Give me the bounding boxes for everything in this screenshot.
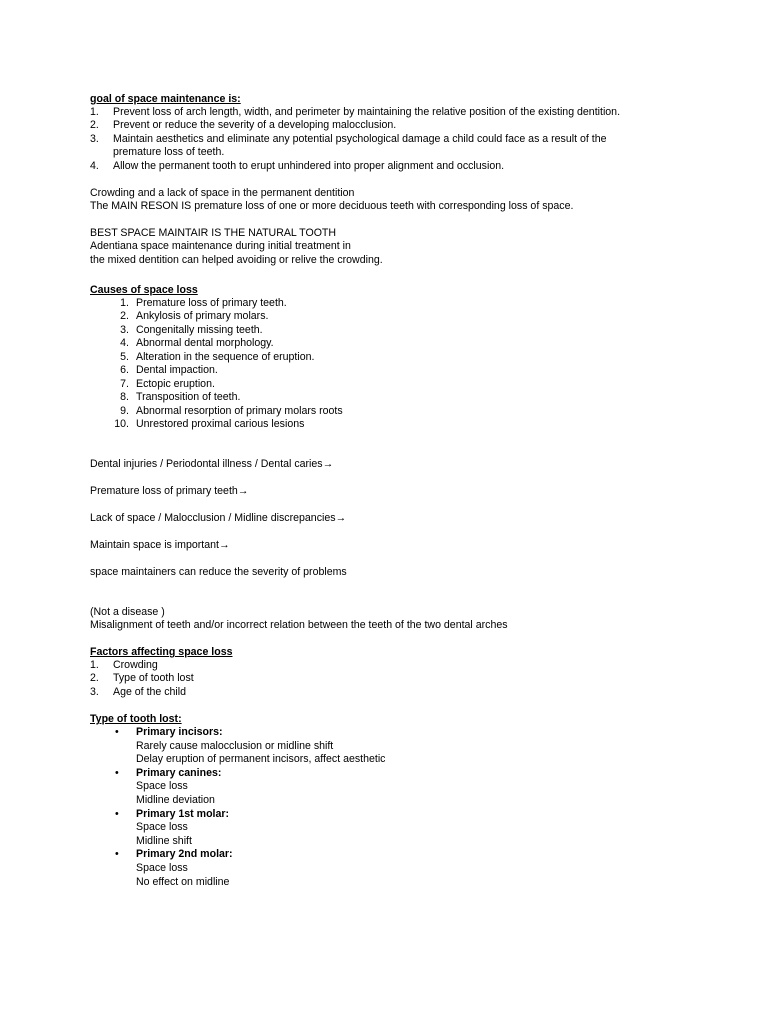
goal-item-text: Prevent or reduce the severity of a developing malocclusion. <box>113 119 397 132</box>
bullet-icon: • <box>115 726 119 738</box>
chain-line: space maintainers can reduce the severity of problems <box>90 566 347 578</box>
cause-item-text: Congenitally missing teeth. <box>136 323 263 336</box>
best-line-3: the mixed dentition can helped avoiding or relive the crowding. <box>90 254 383 266</box>
goal-item-text: Prevent loss of arch length, width, and perimeter by maintaining the relative position of the existing dentition. <box>113 106 621 118</box>
tooth-type-line: Rarely cause malocclusion or midline shift <box>136 739 334 752</box>
cause-item-text: Abnormal resorption of primary molars roots <box>136 404 343 417</box>
tooth-type-title: Primary 1st molar: <box>136 807 230 820</box>
cause-item-text: Transposition of teeth. <box>136 391 241 404</box>
malocclusion-line-2: Misalignment of teeth and/or incorrect relation between the teeth of the two dental arches <box>90 619 508 631</box>
type-lost-heading: Type of tooth lost: <box>90 713 182 725</box>
cause-item-number: 3. <box>120 323 129 336</box>
goal-item-number: 3. <box>90 132 99 145</box>
factor-item-number: 1. <box>90 659 99 671</box>
causes-heading: Causes of space loss <box>90 284 198 296</box>
cause-item-number: 1. <box>120 297 129 309</box>
cause-item-number: 4. <box>120 337 129 350</box>
goal-item-text: premature loss of teeth. <box>113 146 225 159</box>
cause-item-text: Ectopic eruption. <box>136 377 215 390</box>
chain-line: Dental injuries / Periodontal illness / Dental caries→ <box>90 458 334 470</box>
best-line-1: BEST SPACE MAINTAIR IS THE NATURAL TOOTH <box>90 227 337 239</box>
bullet-icon: • <box>115 848 119 861</box>
goal-item-text: Allow the permanent tooth to erupt unhindered into proper alignment and occlusion. <box>113 159 505 172</box>
cause-item-number: 6. <box>120 364 129 377</box>
best-line-2: Adentiana space maintenance during initial treatment in <box>90 240 351 252</box>
tooth-type-title: Primary canines: <box>136 766 222 779</box>
cause-item-text: Dental impaction. <box>136 364 218 377</box>
tooth-type-line: No effect on midline <box>136 875 230 888</box>
cause-item-number: 2. <box>120 310 129 323</box>
cause-item-number: 7. <box>120 377 129 390</box>
tooth-type-line: Space loss <box>136 862 188 874</box>
bullet-icon: • <box>115 807 119 820</box>
malocclusion-line-1: (Not a disease ) <box>90 606 165 618</box>
cause-item-number: 10. <box>114 418 129 431</box>
tooth-type-line: Delay eruption of permanent incisors, affect aesthetic <box>136 753 386 766</box>
chain-line: Maintain space is important→ <box>90 539 230 551</box>
crowding-line-1: Crowding and a lack of space in the permanent dentition <box>90 187 355 199</box>
goal-item-number: 4. <box>90 159 99 172</box>
factor-item-text: Age of the child <box>113 685 187 698</box>
tooth-type-title: Primary 2nd molar: <box>136 848 233 861</box>
cause-item-text: Alteration in the sequence of eruption. <box>136 350 315 363</box>
factor-item-text: Type of tooth lost <box>113 672 194 685</box>
cause-item-text: Ankylosis of primary molars. <box>136 310 269 323</box>
cause-item-number: 9. <box>120 404 129 417</box>
goal-item-text: Maintain aesthetics and eliminate any potential psychological damage a child could face as a result of the <box>113 132 607 145</box>
crowding-line-2: The MAIN RESON IS premature loss of one or more deciduous teeth with corresponding loss of space. <box>90 200 574 212</box>
chain-line: Lack of space / Malocclusion / Midline discrepancies→ <box>90 512 347 524</box>
factor-item-number: 3. <box>90 685 99 698</box>
factors-heading: Factors affecting space loss <box>90 646 233 658</box>
factor-item-text: Crowding <box>113 659 158 671</box>
tooth-type-title: Primary incisors: <box>136 726 223 738</box>
tooth-type-line: Space loss <box>136 821 188 834</box>
cause-item-text: Abnormal dental morphology. <box>136 337 274 350</box>
tooth-type-line: Space loss <box>136 780 188 793</box>
cause-item-number: 5. <box>120 350 129 363</box>
factor-item-number: 2. <box>90 672 99 685</box>
goal-item-number: 1. <box>90 106 99 118</box>
chain-line: Premature loss of primary teeth→ <box>90 485 249 497</box>
cause-item-text: Unrestored proximal carious lesions <box>136 418 305 431</box>
tooth-type-line: Midline shift <box>136 834 192 847</box>
tooth-type-line: Midline deviation <box>136 794 215 806</box>
bullet-icon: • <box>115 766 119 779</box>
goal-heading: goal of space maintenance is: <box>90 93 241 105</box>
goal-item-number: 2. <box>90 119 99 132</box>
cause-item-number: 8. <box>120 391 129 404</box>
cause-item-text: Premature loss of primary teeth. <box>136 297 287 309</box>
